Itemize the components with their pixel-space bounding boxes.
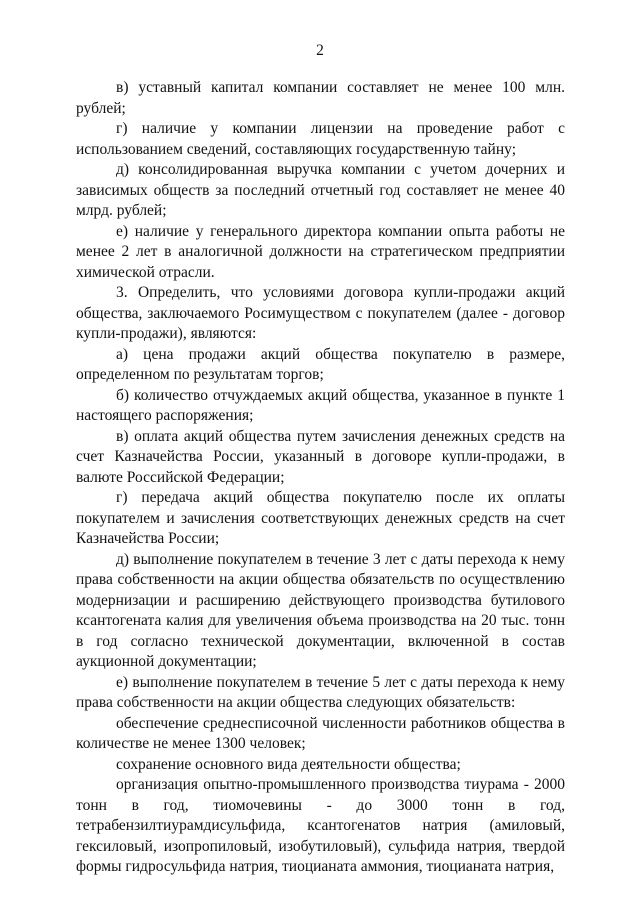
paragraph: е) выполнение покупателем в течение 5 лет с даты перехода к нему права собственности на акции общества следующих обязательств: [76, 673, 565, 711]
paragraph: в) уставный капитал компании составляет не менее 100 млн. рублей; [76, 79, 565, 117]
paragraph: г) передача акций общества покупателю после их оплаты покупателем и зачисления соответствующих денежных средств на счет Казначейства России; [76, 489, 565, 547]
paragraph: 3. Определить, что условиями договора купли-продажи акций общества, заключаемого Росимуществом с покупателем (далее - договор купли-продажи), являются: [76, 284, 565, 342]
paragraph: д) консолидированная выручка компании с учетом дочерних и зависимых обществ за последний отчетный год составляет не менее 40 млрд. рублей; [76, 161, 565, 219]
paragraph: б) количество отчуждаемых акций общества, указанное в пункте 1 настоящего распоряжения; [76, 386, 565, 424]
paragraph: сохранение основного вида деятельности общества; [116, 755, 461, 773]
paragraph: е) наличие у генерального директора компании опыта работы не менее 2 лет в аналогичной должности на стратегическом предприятии химической отрасли. [76, 222, 565, 281]
page-number: 2 [316, 42, 324, 59]
paragraph: д) выполнение покупателем в течение 3 лет с даты перехода к нему права собственности на акции общества обязательств по осуществлению модернизации и расширению действующего производства бутилового ксантогената калия для увеличения объема производства на 20 тыс. тонн в год согласно технической документации, включенной в состав аукционной документации; [76, 550, 565, 670]
paragraph: в) оплата акций общества путем зачисления денежных средств на счет Казначейства России, указанный в договоре купли-продажи, в валюте Российской Федерации; [76, 427, 565, 486]
paragraph: а) цена продажи акций общества покупателю в размере, определенном по результатам торгов; [76, 345, 565, 383]
paragraph: г) наличие у компании лицензии на проведение работ с использованием сведений, составляющих государственную тайну; [76, 120, 565, 158]
document-body [76, 78, 565, 878]
paragraph: обеспечение среднесписочной численности работников общества в количестве не менее 1300 человек; [76, 714, 565, 752]
paragraph: организация опытно-промышленного производства тиурама - 2000 тонн в год, тиомочевины - до 3000 тонн в год, тетрабензилтиурамдисульфида, ксантогенатов натрия (амиловый, гексиловый, изопропиловый, изобутиловый), сульфида натрия, твердой формы гидросульфида натрия, тиоцианата аммония, тиоцианата натрия, [76, 776, 565, 875]
